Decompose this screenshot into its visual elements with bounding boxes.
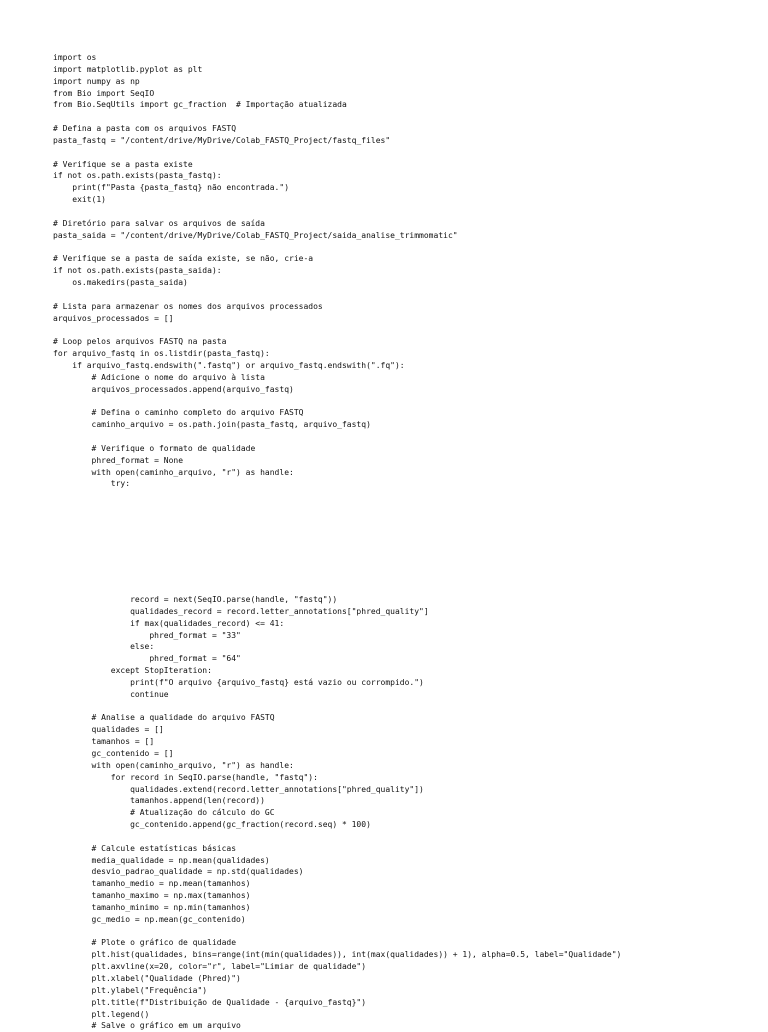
- code-line: [53, 701, 621, 713]
- code-line: # Adicione o nome do arquivo à lista: [53, 372, 265, 382]
- code-line: [53, 926, 621, 938]
- code-line: try:: [53, 479, 131, 489]
- code-line: import numpy as np: [53, 76, 140, 86]
- code-line: # Atualização do cálculo do GC: [53, 808, 275, 818]
- code-line: tamanho_minimo = np.min(tamanhos): [53, 902, 251, 912]
- code-line: from Bio.SeqUtils import gc_fraction # Importação atualizada: [53, 100, 347, 110]
- code-line: [53, 831, 621, 843]
- code-line: # Verifique se a pasta existe: [53, 159, 193, 169]
- code-line: [53, 289, 458, 301]
- code-line: # Salve o gráfico em um arquivo: [53, 1021, 241, 1031]
- code-line: import os: [53, 53, 97, 62]
- code-block-top: [53, 52, 458, 490]
- code-line: [53, 242, 458, 254]
- code-line: os.makedirs(pasta_saida): [53, 278, 188, 288]
- code-line: plt.title(f"Distribuição de Qualidade - {arquivo_fastq}"): [53, 997, 367, 1007]
- code-line: [53, 395, 458, 407]
- code-line: with open(caminho_arquivo, "r") as handle:: [53, 760, 294, 770]
- code-line: # Lista para armazenar os nomes dos arquivos processados: [53, 301, 323, 311]
- code-line: tamanho_maximo = np.max(tamanhos): [53, 891, 251, 901]
- code-line: print(f"Pasta {pasta_fastq} não encontrada."): [53, 183, 290, 193]
- code-line: pasta_saida = "/content/drive/MyDrive/Colab_FASTQ_Project/saida_analise_trimmomatic": [53, 230, 458, 240]
- code-line: plt.legend(): [53, 1009, 150, 1019]
- code-line: print(f"O arquivo {arquivo_fastq} está vazio ou corrompido."): [53, 677, 424, 687]
- code-line: # Diretório para salvar os arquivos de saída: [53, 218, 265, 228]
- code-line: # Analise a qualidade do arquivo FASTQ: [53, 713, 275, 723]
- code-line: phred_format = None: [53, 455, 184, 465]
- code-line: exit(1): [53, 195, 106, 205]
- code-line: from Bio import SeqIO: [53, 88, 155, 98]
- code-line: [53, 111, 458, 123]
- code-line: arquivos_processados.append(arquivo_fastq): [53, 384, 294, 394]
- code-line: tamanhos.append(len(record)): [53, 796, 265, 806]
- code-line: # Defina o caminho completo do arquivo FASTQ: [53, 408, 304, 418]
- code-line: continue: [53, 689, 169, 699]
- code-line: caminho_arquivo = os.path.join(pasta_fastq, arquivo_fastq): [53, 420, 371, 430]
- code-line: [53, 147, 458, 159]
- code-line: # Defina a pasta com os arquivos FASTQ: [53, 124, 237, 134]
- code-line: media_qualidade = np.mean(qualidades): [53, 855, 270, 865]
- code-line: if max(qualidades_record) <= 41:: [53, 618, 285, 628]
- code-line: gc_medio = np.mean(gc_contenido): [53, 914, 246, 924]
- code-line: plt.ylabel("Frequência"): [53, 985, 208, 995]
- code-line: tamanho_medio = np.mean(tamanhos): [53, 879, 251, 889]
- code-line: plt.xlabel("Qualidade (Phred)"): [53, 974, 241, 983]
- code-line: phred_format = "64": [53, 654, 241, 664]
- code-line: for arquivo_fastq in os.listdir(pasta_fastq):: [53, 349, 270, 359]
- code-line: if not os.path.exists(pasta_saida):: [53, 266, 222, 276]
- code-line: qualidades.extend(record.letter_annotations["phred_quality"]): [53, 784, 424, 794]
- code-line: gc_contenido = []: [53, 748, 174, 758]
- code-line: else:: [53, 642, 155, 652]
- code-line: qualidades_record = record.letter_annotations["phred_quality"]: [53, 606, 429, 616]
- code-line: arquivos_processados = []: [53, 313, 174, 323]
- code-line: pasta_fastq = "/content/drive/MyDrive/Colab_FASTQ_Project/fastq_files": [53, 135, 391, 145]
- code-line: import matplotlib.pyplot as plt: [53, 64, 203, 74]
- code-line: qualidades = []: [53, 725, 164, 735]
- code-line: except StopIteration:: [53, 666, 212, 676]
- code-line: # Verifique se a pasta de saída existe, se não, crie-a: [53, 254, 314, 264]
- code-line: phred_format = "33": [53, 630, 241, 640]
- code-line: [53, 324, 458, 336]
- code-block-bottom: [53, 594, 621, 1032]
- code-line: if not os.path.exists(pasta_fastq):: [53, 171, 222, 181]
- code-line: # Calcule estatísticas básicas: [53, 843, 237, 853]
- code-line: desvio_padrao_qualidade = np.std(qualidades): [53, 867, 304, 877]
- code-line: # Loop pelos arquivos FASTQ na pasta: [53, 337, 227, 347]
- code-line: # Plote o gráfico de qualidade: [53, 938, 237, 948]
- code-line: record = next(SeqIO.parse(handle, "fastq")): [53, 595, 338, 604]
- code-line: [53, 206, 458, 218]
- code-line: plt.hist(qualidades, bins=range(int(min(qualidades)), int(max(qualidades)) + 1), alpha=0.5, label="Qualidade"): [53, 950, 622, 960]
- code-line: for record in SeqIO.parse(handle, "fastq"):: [53, 772, 318, 782]
- code-line: if arquivo_fastq.endswith(".fastq") or arquivo_fastq.endswith(".fq"):: [53, 360, 405, 370]
- code-line: tamanhos = []: [53, 737, 155, 747]
- code-line: # Verifique o formato de qualidade: [53, 443, 256, 453]
- code-line: gc_contenido.append(gc_fraction(record.seq) * 100): [53, 820, 371, 830]
- code-line: plt.axvline(x=20, color="r", label="Limiar de qualidade"): [53, 962, 367, 972]
- code-line: [53, 431, 458, 443]
- code-line: with open(caminho_arquivo, "r") as handle:: [53, 467, 294, 477]
